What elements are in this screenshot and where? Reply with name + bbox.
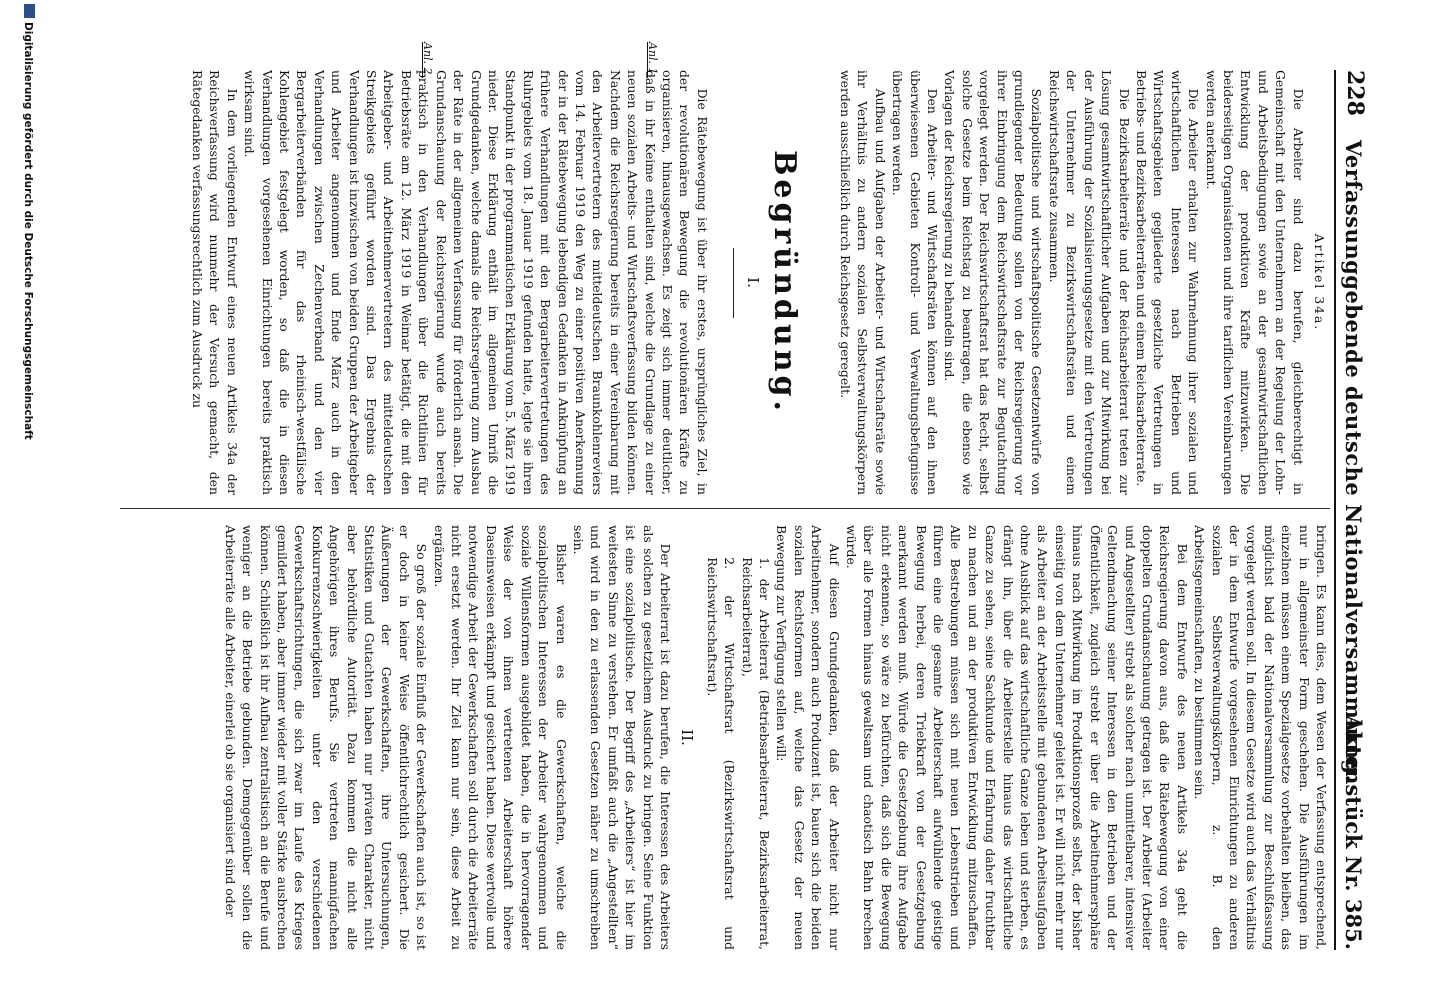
section-number: II.	[678, 729, 697, 746]
paragraph: Die Arbeiter sind dazu berufen, gleichberechtigt in Gemeinschaft mit den Unternehmern an der Regelung der Lohn- und Arbeitsbedingungen sowie an der gesamtwirtschaftlichen Entwicklung der produktiven Kräfte mitzuwirken. Die beiderseitigen Organisationen und ihre tariflichen Vereinbarungen werden anerkannt.	[1203, 70, 1306, 495]
column-divider	[120, 508, 1330, 509]
running-title: Verfassunggebende deutsche Nationalversammlung.	[1341, 140, 1366, 783]
paragraph: Bisher waren es die Gewerkschaften, welche die sozialpolitischen Interessen der Arbeiter wahrgenommen und soziale Willensformen ausgebildet haben, die in hervorragender Weise der von ihnen vertretenen Arbeiterschaft höhere Daseinsweisen erkämpft und gesichert haben. Diese wertvolle und notwendige Arbeit der Gewerkschaften soll durch die Arbeiterräte nicht ersetzt werden. Ihr Ziel kann nur sein, diese Arbeit zu ergänzen.	[431, 525, 569, 950]
paragraph: In dem vorliegenden Entwurf eines neuen Artikels 34a der Reichsverfassung wird nunmehr der Versuch gemacht, den Rätegedanken verfassungsrechtlich zum Ausdruck zu	[190, 70, 240, 495]
short-rule	[733, 248, 734, 318]
left-column	[120, 70, 1330, 495]
paragraph: Bei dem Entwurfe des neuen Artikels 34a geht die Reichsregierung davon aus, daß die Rätebewegung von einer doppelten Grundanschauung getragen ist. Der Arbeiter (Arbeiter und Angestellter) strebt als solcher nach unmittelbarer, intensiver Geltendmachung seiner Interessen in den Betrieben und der Öffentlichkeit, zugleich strebt er über die Arbeitnehmersphäre hinaus nach Mitwirkung im Produktionsprozeß selbst, der bisher einseitig von dem Unternehmer geleitet ist. Er will nicht mehr nur als Arbeiter an der Arbeitsstelle mit gebundenen Arbeitsaufgaben ohne Ausblick auf das wirtschaftliche Ganze leben und sterben, es drängt ihn, über die Arbeiterstelle hinaus das wirtschaftliche Ganze zu sehen, seine Sachkunde und Erfahrung daher fruchtbar zu machen und an der produktiven Entwicklung mitzuschaffen. Alle Bestrebungen müssen sich mit neuen Lebenstrieben und führen eine die gesamte Arbeiterschaft aufwühlende geistige Bewegung herbei, deren Triebkraft von der Gesetzgebung anerkannt werden muß. Würde die Gesetzgebung ihre Aufgabe nicht erkennen, so wäre zu befürchten, daß sich die Bewegung über alle Formen hinaus gewaltsam und chaotisch Bahn brechen würde.	[844, 525, 1190, 950]
document-number: Aktenstück Nr. 385.	[1341, 715, 1366, 950]
paragraph: Die Bezirksarbeiterräte und der Reichsarbeiterrat treten zur Lösung gesamtwirtschaftlicher Aufgaben und zur Mitwirkung bei der Ausführung der Sozialisierungsgesetze mit den Vertretungen der Unternehmer zu Bezirkswirtschaftsräten und einem Reichswirtschaftsrate zusammen.	[1046, 70, 1132, 495]
paragraph: Den Arbeiter- und Wirtschaftsräten können auf den ihnen überwiesenen Gebieten Kontroll- und Verwaltungsbefugnisse übertragen werden.	[890, 70, 941, 495]
paragraph: Auf diesen Grundgedanken, daß der Arbeiter nicht nur Arbeitnehmer, sondern auch Produzent ist, bauen sich die beiden sozialen Rechtsformen auf, welche das Gesetz der neuen Bewegung zur Verfügung stellen will:	[774, 525, 842, 950]
paragraph: Die Arbeiter erhalten zur Wahrnehmung ihrer sozialen und wirtschaftlichen Interessen nach Betrieben und Wirtschaftsgebieten gegliederte gesetzliche Vertretungen in Betriebs- und Bezirksarbeiterräten und einem Reichsarbeiterrate.	[1133, 70, 1202, 495]
credit-text: Digitalisierung gefördert durch die Deutsche Forschungsgemeinschaft	[22, 22, 34, 440]
article-heading: Artikel 34a.	[1312, 233, 1327, 332]
paragraph: Die Rätebewegung ist über ihr erstes, ursprüngliches Ziel, in der revolutionären Bewegung die revolutionären Kräfte zu organisieren, hinausgewachsen. Es zeigt sich immer deutlicher, daß in ihr Keime enthalten sind, welche die Grundlage zu einer neuen sozialen Arbeits- und Wirtschaftsverfassung bilden können. Nachdem die Reichsregierung bereits in einer Vereinbarung mit den Arbeitervertretern des mitteldeutschen Braunkohlenreviers vom 14. Februar 1919 den Weg zu einer positiven Anerkennung der in der Rätebewegung lebendigen Gedanken in Anknüpfung an frühere Verhandlungen mit den Bergarbeitervertretungen des Ruhrgebiets vom 18. Januar 1919 gefunden hatte, legte sie ihren Standpunkt in der programmatischen Erklärung vom 5. März 1919 nieder. Diese Erklärung enthält im allgemeinen Umriß die Grundgedanken, welche damals die Reichsregierung zum Ausbau der Räte in der allgemeinen Verfassung für förderlich ansah. Die Grundanschauung der Reichsregierung wurde auch bereits praktisch in den Verhandlungen über die Richtlinien für Betriebsräte am 12. März 1919 in Weimar betätigt, die mit den Arbeitgeber- und Arbeitnehmervertretern des mitteldeutschen Streikgebiets geführt worden sind. Das Ergebnis der Verhandlungen ist inzwischen von beiden Gruppen der Arbeitgeber und Arbeiter angenommen und Ende März auch in den Verhandlungen zwischen Zechenverband und den vier Bergarbeiterverbänden für das rheinisch-westfälische Kohlengebiet festgelegt worden, so daß die in diesen Verhandlungen vorgesehenen Einrichtungen bereits praktisch wirksam sind.	[242, 70, 710, 495]
section-number: I.	[744, 277, 763, 288]
dfg-logo-icon	[24, 4, 35, 18]
paragraph: Aufbau und Aufgaben der Arbeiter- und Wirtschaftsräte sowie ihr Verhältnis zu andern sozialen Selbstverwaltungskörpern werden ausschließlich durch Reichsgesetz geregelt.	[838, 70, 888, 495]
paragraph: Der Arbeiterrat ist dazu berufen, die Interessen des Arbeiters als solchen zu gesetzlichem Ausdruck zu bringen. Seine Funktion ist eine sozialpolitische. Der Begriff des „Arbeiters“ ist hier im weitesten Sinne zu verstehen. Er umfaßt auch die „Angestellten“ und wird in den zu erlassenden Gesetzen näher zu umschreiben sein.	[570, 525, 673, 950]
page-header	[1334, 70, 1372, 950]
list-item: 1. der Arbeiterrat (Betriebsarbeiterrat, Bezirksarbeiterrat, Reichsarbeiterrat),	[739, 557, 772, 950]
paragraph: bringen. Es kann dies, dem Wesen der Verfassung entsprechend, nur in allgemeinster Form geschehen. Die Ausführungen im einzelnen müssen einem Spezialgesetze vorbehalten bleiben, das möglichst bald der Nationalversammlung zur Beschlußfassung vorgelegt werden soll. In diesem Gesetze wird auch das Verhältnis der in dem Entwurfe vorgesehenen Einrichtungen zu anderen sozialen Selbstverwaltungskörpern, z. B. den Arbeitsgemeinschaften, zu bestimmen sein.	[1192, 525, 1329, 950]
paragraph: Sozialpolitische und wirtschaftspolitische Gesetzentwürfe von grundlegender Bedeutung sollen von der Reichsregierung vor ihrer Einbringung dem Reichswirtschaftsrate zur Begutachtung vorgelegt werden. Der Reichswirtschaftsrat hat das Recht, selbst solche Gesetze beim Reichstag zu beantragen, die ebenso wie Vorlagen der Reichsregierung zu behandeln sind.	[942, 70, 1045, 495]
margin-note-anl1: Anl. 1.	[646, 42, 659, 79]
margin-note-anl2: Anl. 2.	[421, 42, 434, 79]
page-number: 228	[1342, 70, 1368, 116]
section-heading: Begründung.	[766, 150, 802, 415]
paragraph: So groß der soziale Einfluß der Gewerkschaften auch ist, so ist er doch in keiner Weise öffentlichrechtlich gesichert. Die Äußerungen der Gewerkschaften, ihre Untersuchungen, Statistiken und Gutachten haben nur privaten Charakter, nicht aber behördliche Autorität. Dazu kommen die nicht alle Angehörigen ihres Berufs. Sie vertreten mannigfachen Konkurrenzschwierigkeiten unter den verschiedenen Gewerkschaftsrichtungen, die sich zwar im Laufe des Krieges gemildert haben, aber immer wieder mit voller Stärke ausbrechen können. Schließlich ist ihr Aufbau zentralistisch an die Berufe und weniger an die Betriebe gebunden. Demgegenüber sollen die Arbeiterräte alle Arbeiter, einerlei ob sie organisiert sind oder	[222, 525, 430, 950]
right-column	[120, 525, 1330, 950]
list-item: 2. der Wirtschaftsrat (Bezirkswirtschaftsrat und Reichswirtschaftsrat).	[704, 557, 738, 950]
digitization-credit	[22, 0, 35, 1000]
